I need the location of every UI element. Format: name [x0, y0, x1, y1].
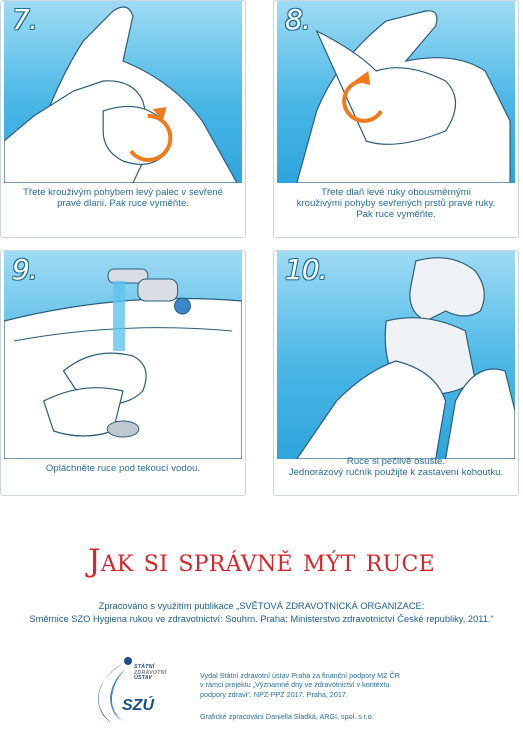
step-caption — [5, 461, 241, 491]
graphics-credit: Grafické zpracování Daniella Sladká, ARGI, spol. s r.o. — [200, 712, 374, 721]
caption-line: Třete dlaň levé ruky obousměrnými — [321, 187, 471, 198]
caption-line: Třete krouživým pohybem levý palec v sevřené — [23, 187, 223, 198]
institute-line: ZDRAVOTNÍ — [134, 669, 167, 676]
institute-line: STÁTNÍ — [134, 664, 155, 670]
publisher-line: Vydal Státní zdravotní ústav Praha za finanční podpory MZ ČR — [200, 671, 400, 680]
source-line: Zpracováno s využitím publikace „SVĚTOVÁ ZDRAVOTNICKÁ ORGANIZACE: — [98, 601, 425, 611]
step-number: 8. — [285, 3, 310, 36]
caption-line: Jednorázový ručník použijte k zastavení kohoutku. — [288, 467, 504, 478]
step-8-illustration — [277, 1, 515, 183]
step-caption — [278, 454, 514, 491]
step-caption — [278, 185, 514, 233]
step-7-panel — [0, 0, 246, 238]
step-10-panel — [273, 250, 519, 496]
step-9-panel — [0, 250, 246, 496]
caption-line: Opláchněte ruce pod tekoucí vodou. — [45, 463, 201, 474]
logo-abbreviation: SZÚ — [122, 697, 154, 714]
step-number: 9. — [12, 253, 37, 286]
publisher-line: podpory zdraví“. NPZ-PPZ 2017. Praha, 2017. — [200, 689, 348, 699]
caption-line: Ruce si pečlivě osušte. — [346, 456, 446, 467]
publisher-info — [200, 671, 500, 699]
publisher-line: v rámci projektu „Významné dny ve zdravotnictví v kontextu — [200, 680, 390, 690]
institute-line: ÚSTAV — [134, 675, 153, 682]
step-9-illustration — [4, 251, 242, 459]
step-caption — [5, 185, 241, 233]
institute-name — [134, 665, 166, 682]
caption-line: Pak ruce vyměňte. — [356, 209, 436, 220]
step-7-illustration — [4, 1, 242, 183]
step-number: 10. — [285, 253, 327, 286]
source-reference — [0, 600, 523, 626]
step-10-illustration — [277, 251, 515, 459]
caption-line: krouživými pohyby sevřených prstů pravé ruky. — [296, 198, 496, 209]
source-line: Směrnice SZO Hygiena rukou ve zdravotnictví: Souhrn. Praha: Ministerstvo zdravotnictví České republiky, 2011.“ — [29, 614, 494, 624]
step-8-panel — [273, 0, 519, 238]
step-number: 7. — [12, 3, 37, 36]
caption-line: pravé dlani. Pak ruce vyměňte. — [57, 198, 189, 209]
szu-logo — [84, 653, 184, 731]
page-title: Jak si správně mýt ruce — [88, 543, 435, 579]
